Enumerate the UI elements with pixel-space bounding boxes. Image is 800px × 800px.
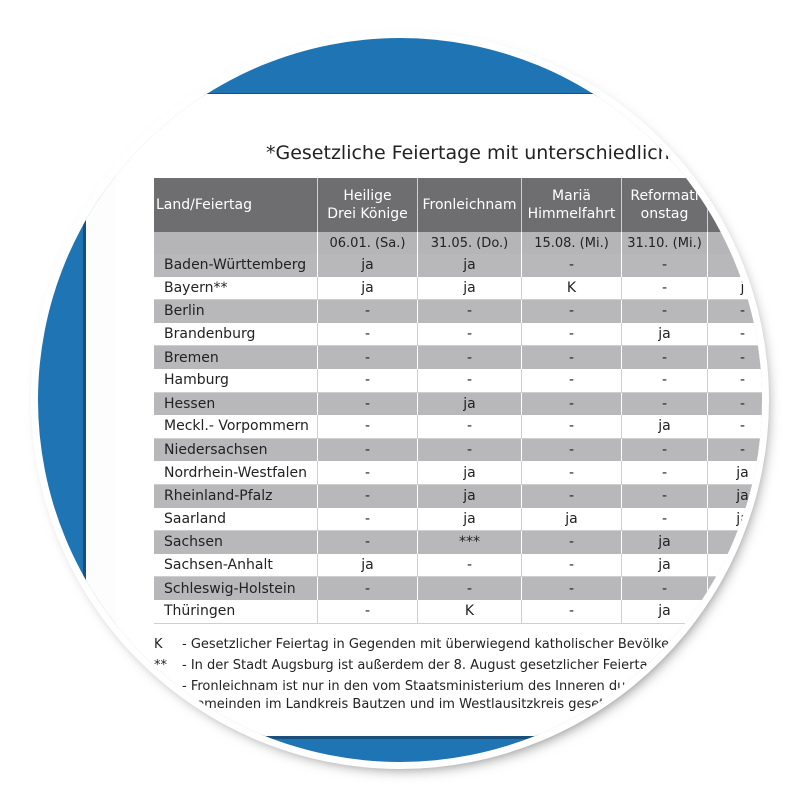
table-cell: ja	[418, 393, 522, 416]
table-cell: -	[622, 254, 708, 277]
document-page	[116, 94, 762, 734]
table-date-row	[154, 232, 762, 254]
table-cell: -	[522, 485, 622, 508]
table-cell: -	[418, 369, 522, 392]
footnote-text: - In der Stadt Augsburg ist außerdem der 8. August gesetzlicher Feiertag (Frieden	[182, 658, 714, 673]
table-cell: -	[708, 415, 762, 438]
table-cell: -	[708, 346, 762, 369]
table-cell: -	[622, 461, 708, 484]
table-cell: ja	[418, 485, 522, 508]
table-cell: -	[522, 300, 622, 323]
table-cell: -	[522, 415, 622, 438]
state-name-cell: Niedersachsen	[154, 439, 318, 462]
state-name-cell: Thüringen	[154, 600, 318, 623]
footnote	[154, 634, 762, 655]
state-name-cell: Sachsen-Anhalt	[154, 554, 318, 577]
table-cell: ja	[708, 461, 762, 484]
table-cell: -	[522, 254, 622, 277]
table-cell: -	[318, 393, 418, 416]
table-cell	[708, 254, 762, 277]
table-cell: ja	[318, 554, 418, 577]
table-cell: -	[522, 600, 622, 623]
table-cell: -	[522, 369, 622, 392]
table-cell: -	[708, 369, 762, 392]
table-cell: -	[318, 439, 418, 462]
date-cell: 31.10. (Mi.)	[622, 232, 708, 254]
table-cell: -	[318, 461, 418, 484]
state-name-cell: Nordrhein-Westfalen	[154, 461, 318, 484]
table-cell: -	[708, 554, 762, 577]
table-cell: ja	[418, 254, 522, 277]
state-name-cell: Schleswig-Holstein	[154, 577, 318, 600]
table-cell: -	[418, 577, 522, 600]
header-cell: Land/Feiertag	[154, 178, 318, 232]
table-cell: -	[522, 461, 622, 484]
table-cell: -	[318, 346, 418, 369]
table-row	[154, 485, 762, 508]
table-row	[154, 323, 762, 347]
table-cell: -	[418, 415, 522, 438]
date-cell: 06.01. (Sa.)	[318, 232, 418, 254]
table-cell: -	[522, 393, 622, 416]
document-title: *Gesetzliche Feiertage mit unterschiedliche	[266, 142, 682, 164]
table-cell: -	[318, 300, 418, 323]
table-cell	[708, 600, 762, 623]
circular-frame	[38, 38, 762, 762]
table-cell: -	[318, 531, 418, 554]
date-cell: 15.08. (Mi.)	[522, 232, 622, 254]
table-row	[154, 277, 762, 301]
table-cell: K	[522, 277, 622, 300]
holiday-table	[154, 178, 762, 624]
table-cell: -	[522, 346, 622, 369]
table-row	[154, 508, 762, 532]
state-name-cell: Baden-Württemberg	[154, 254, 318, 277]
table-row	[154, 439, 762, 462]
table-cell: -	[622, 439, 708, 462]
table-row	[154, 300, 762, 323]
table-cell: ja	[418, 277, 522, 300]
header-cell: Heilige Drei Könige	[318, 178, 418, 232]
header-cell	[708, 178, 762, 232]
table-cell: -	[318, 508, 418, 531]
footnote-mark: **	[154, 679, 167, 694]
footnote-text: - Gesetzlicher Feiertag in Gegenden mit überwiegend katholischer Bevölkerung.	[182, 637, 704, 652]
table-cell: j	[708, 277, 762, 300]
table-cell: ja	[418, 461, 522, 484]
table-cell: -	[318, 369, 418, 392]
table-cell: -	[418, 300, 522, 323]
header-cell: Fronleichnam	[418, 178, 522, 232]
table-row	[154, 577, 762, 600]
table-cell: ja	[318, 277, 418, 300]
table-cell: -	[318, 415, 418, 438]
state-name-cell: Sachsen	[154, 531, 318, 554]
table-cell: -	[622, 346, 708, 369]
table-cell: -	[708, 393, 762, 416]
table-cell: -	[318, 600, 418, 623]
table-cell: -	[708, 300, 762, 323]
table-cell: -	[622, 277, 708, 300]
state-name-cell: Meckl.- Vorpommern	[154, 415, 318, 438]
table-cell: -	[318, 577, 418, 600]
table-cell: ja	[522, 508, 622, 531]
date-cell: 31.05. (Do.)	[418, 232, 522, 254]
table-row	[154, 554, 762, 578]
table-cell: ja	[622, 531, 708, 554]
table-cell: ***	[418, 531, 522, 554]
footnote-continuation: Gemeinden im Landkreis Bautzen und im Westlausitzkreis gesetzlicher Fei	[186, 697, 670, 712]
table-cell: -	[318, 323, 418, 346]
table-cell: -	[708, 439, 762, 462]
footnote-text: - Fronleichnam ist nur in den vom Staatsministerium des Inneren durch Recht	[182, 679, 687, 694]
table-cell: -	[622, 300, 708, 323]
table-header-row	[154, 178, 762, 232]
state-name-cell: Berlin	[154, 300, 318, 323]
table-cell: -	[522, 577, 622, 600]
table-row	[154, 254, 762, 277]
table-cell: ja	[708, 485, 762, 508]
table-cell: -	[522, 439, 622, 462]
table-row	[154, 346, 762, 369]
table-cell: -	[522, 531, 622, 554]
header-cell: Mariä Himmelfahrt	[522, 178, 622, 232]
state-name-cell: Rheinland-Pfalz	[154, 485, 318, 508]
table-cell: -	[418, 346, 522, 369]
table-cell: -	[622, 508, 708, 531]
table-cell: ja	[622, 554, 708, 577]
footnotes	[154, 634, 762, 717]
state-name-cell: Hessen	[154, 393, 318, 416]
table-cell: -	[708, 323, 762, 346]
table-row	[154, 531, 762, 554]
table-cell: -	[622, 393, 708, 416]
table-cell: -	[708, 577, 762, 600]
table-cell: -	[418, 439, 522, 462]
header-cell: Reformati onstag	[622, 178, 708, 232]
table-row	[154, 369, 762, 393]
table-cell: -	[622, 369, 708, 392]
table-cell: -	[522, 554, 622, 577]
table-cell: K	[418, 600, 522, 623]
table-cell: ja	[622, 323, 708, 346]
table-body	[154, 254, 762, 624]
state-name-cell: Bremen	[154, 346, 318, 369]
state-name-cell: Hamburg	[154, 369, 318, 392]
date-cell: 0	[708, 232, 762, 254]
table-row	[154, 415, 762, 439]
state-name-cell: Brandenburg	[154, 323, 318, 346]
table-cell: ja	[708, 508, 762, 531]
footnote	[154, 676, 762, 697]
table-cell: -	[708, 531, 762, 554]
footnote-mark: **	[154, 658, 167, 673]
state-name-cell: Saarland	[154, 508, 318, 531]
table-cell: -	[318, 485, 418, 508]
table-cell: ja	[318, 254, 418, 277]
table-cell: -	[622, 577, 708, 600]
table-cell: -	[622, 485, 708, 508]
table-cell: -	[522, 323, 622, 346]
footnote	[154, 655, 762, 676]
table-cell: ja	[622, 415, 708, 438]
table-cell: -	[418, 323, 522, 346]
table-row	[154, 600, 762, 624]
date-cell	[154, 232, 318, 254]
table-row	[154, 393, 762, 416]
table-cell: -	[418, 554, 522, 577]
table-cell: ja	[622, 600, 708, 623]
state-name-cell: Bayern**	[154, 277, 318, 300]
table-row	[154, 461, 762, 485]
footnote-mark: K	[154, 637, 163, 652]
table-cell: ja	[418, 508, 522, 531]
